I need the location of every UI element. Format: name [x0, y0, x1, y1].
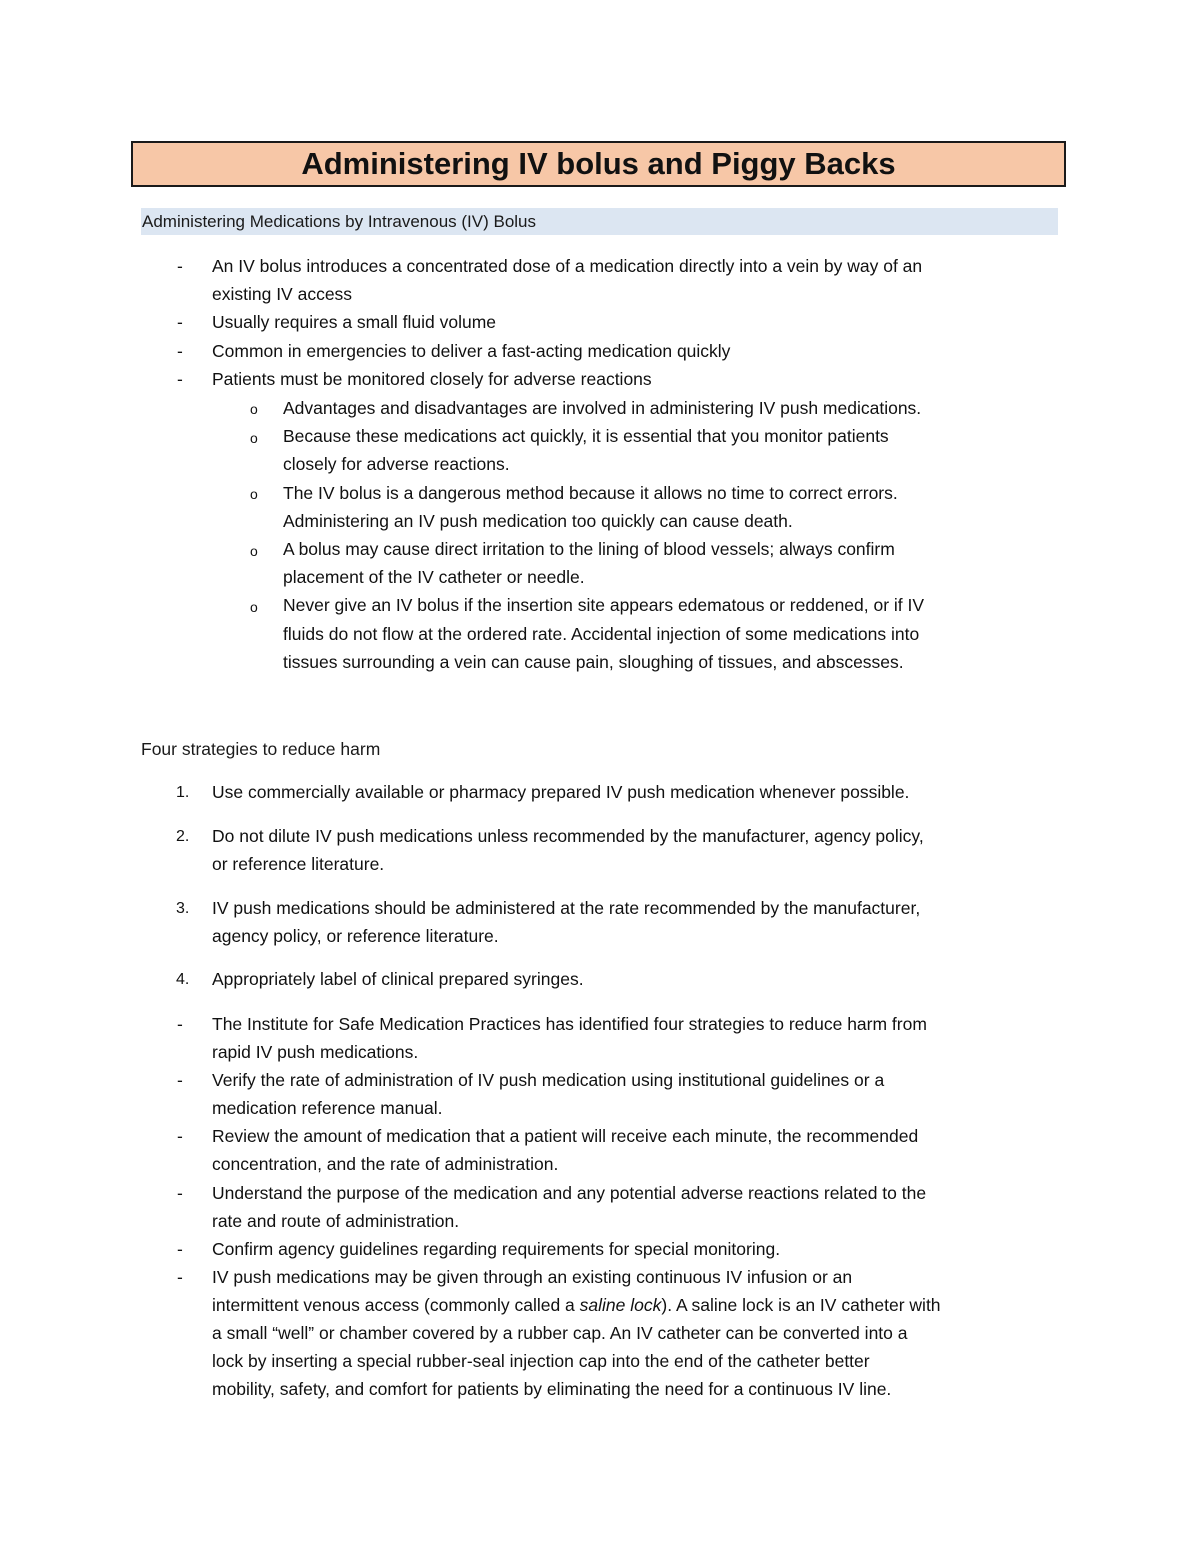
bullet-line: Common in emergencies to deliver a fast-acting medication quickly	[212, 341, 731, 361]
bullet-line: rapid IV push medications.	[212, 1042, 419, 1062]
numbered-line: Do not dilute IV push medications unless recommended by the manufacturer, agency policy,	[212, 826, 924, 846]
circle-marker: o	[250, 599, 258, 615]
circle-marker: o	[250, 430, 258, 446]
dash-marker: -	[177, 341, 183, 361]
sub-bullet-line: closely for adverse reactions.	[283, 454, 510, 474]
bullet-text: intermittent venous access (commonly called a	[212, 1295, 580, 1315]
bullet-line: The Institute for Safe Medication Practices has identified four strategies to reduce harm from	[212, 1014, 927, 1034]
sub-bullet-line: tissues surrounding a vein can cause pain, sloughing of tissues, and abscesses.	[283, 652, 904, 672]
dash-marker: -	[177, 1239, 183, 1259]
bullet-line: Confirm agency guidelines regarding requirements for special monitoring.	[212, 1239, 781, 1259]
bullet-line: a small “well” or chamber covered by a rubber cap. An IV catheter can be converted into a	[212, 1323, 908, 1343]
numbered-line: agency policy, or reference literature.	[212, 926, 499, 946]
circle-marker: o	[250, 401, 258, 417]
dash-marker: -	[177, 1126, 183, 1146]
dash-marker: -	[177, 1070, 183, 1090]
bullet-line: concentration, and the rate of administration.	[212, 1154, 559, 1174]
section-heading-strategies: Four strategies to reduce harm	[141, 739, 381, 759]
circle-marker: o	[250, 543, 258, 559]
sub-bullet-line: Never give an IV bolus if the insertion site appears edematous or reddened, or if IV	[283, 595, 925, 615]
circle-marker: o	[250, 486, 258, 502]
bullet-line	[212, 1293, 941, 1317]
dash-marker: -	[177, 312, 183, 332]
bullet-line: Usually requires a small fluid volume	[212, 312, 496, 332]
bullet-line: mobility, safety, and comfort for patients by eliminating the need for a continuous IV line.	[212, 1379, 892, 1399]
dash-marker: -	[177, 369, 183, 389]
bullet-line: rate and route of administration.	[212, 1211, 460, 1231]
page-title: Administering IV bolus and Piggy Backs	[131, 141, 1066, 187]
sub-bullet-line: Advantages and disadvantages are involved in administering IV push medications.	[283, 398, 922, 418]
bullet-line: IV push medications may be given through an existing continuous IV infusion or an	[212, 1267, 853, 1287]
section-heading-iv-bolus: Administering Medications by Intravenous (IV) Bolus	[141, 208, 1058, 235]
saline-lock-term: saline lock	[579, 1295, 662, 1315]
number-marker: 4.	[176, 971, 190, 988]
number-marker: 2.	[176, 828, 190, 845]
bullet-line: Patients must be monitored closely for adverse reactions	[212, 369, 652, 389]
number-marker: 3.	[176, 900, 190, 917]
sub-bullet-line: Administering an IV push medication too quickly can cause death.	[283, 511, 793, 531]
numbered-line: Use commercially available or pharmacy prepared IV push medication whenever possible.	[212, 782, 910, 802]
sub-bullet-line: Because these medications act quickly, it is essential that you monitor patients	[283, 426, 889, 446]
dash-marker: -	[177, 1183, 183, 1203]
bullet-line: An IV bolus introduces a concentrated dose of a medication directly into a vein by way of an	[212, 256, 923, 276]
bullet-line: Understand the purpose of the medication and any potential adverse reactions related to the	[212, 1183, 927, 1203]
bullet-line: medication reference manual.	[212, 1098, 443, 1118]
bullet-line: Verify the rate of administration of IV push medication using institutional guidelines or a	[212, 1070, 885, 1090]
sub-bullet-line: A bolus may cause direct irritation to the lining of blood vessels; always confirm	[283, 539, 895, 559]
dash-marker: -	[177, 1267, 183, 1287]
sub-bullet-line: placement of the IV catheter or needle.	[283, 567, 585, 587]
bullet-text: ). A saline lock is an IV catheter with	[661, 1295, 941, 1315]
number-marker: 1.	[176, 784, 190, 801]
sub-bullet-line: fluids do not flow at the ordered rate. Accidental injection of some medications into	[283, 624, 920, 644]
dash-marker: -	[177, 1014, 183, 1034]
numbered-line: IV push medications should be administered at the rate recommended by the manufacturer,	[212, 898, 921, 918]
bullet-line: existing IV access	[212, 284, 353, 304]
numbered-line: Appropriately label of clinical prepared syringes.	[212, 969, 584, 989]
numbered-line: or reference literature.	[212, 854, 385, 874]
bullet-line: lock by inserting a special rubber-seal injection cap into the end of the catheter better	[212, 1351, 870, 1371]
sub-bullet-line: The IV bolus is a dangerous method because it allows no time to correct errors.	[283, 483, 898, 503]
dash-marker: -	[177, 256, 183, 276]
bullet-line: Review the amount of medication that a patient will receive each minute, the recommended	[212, 1126, 919, 1146]
